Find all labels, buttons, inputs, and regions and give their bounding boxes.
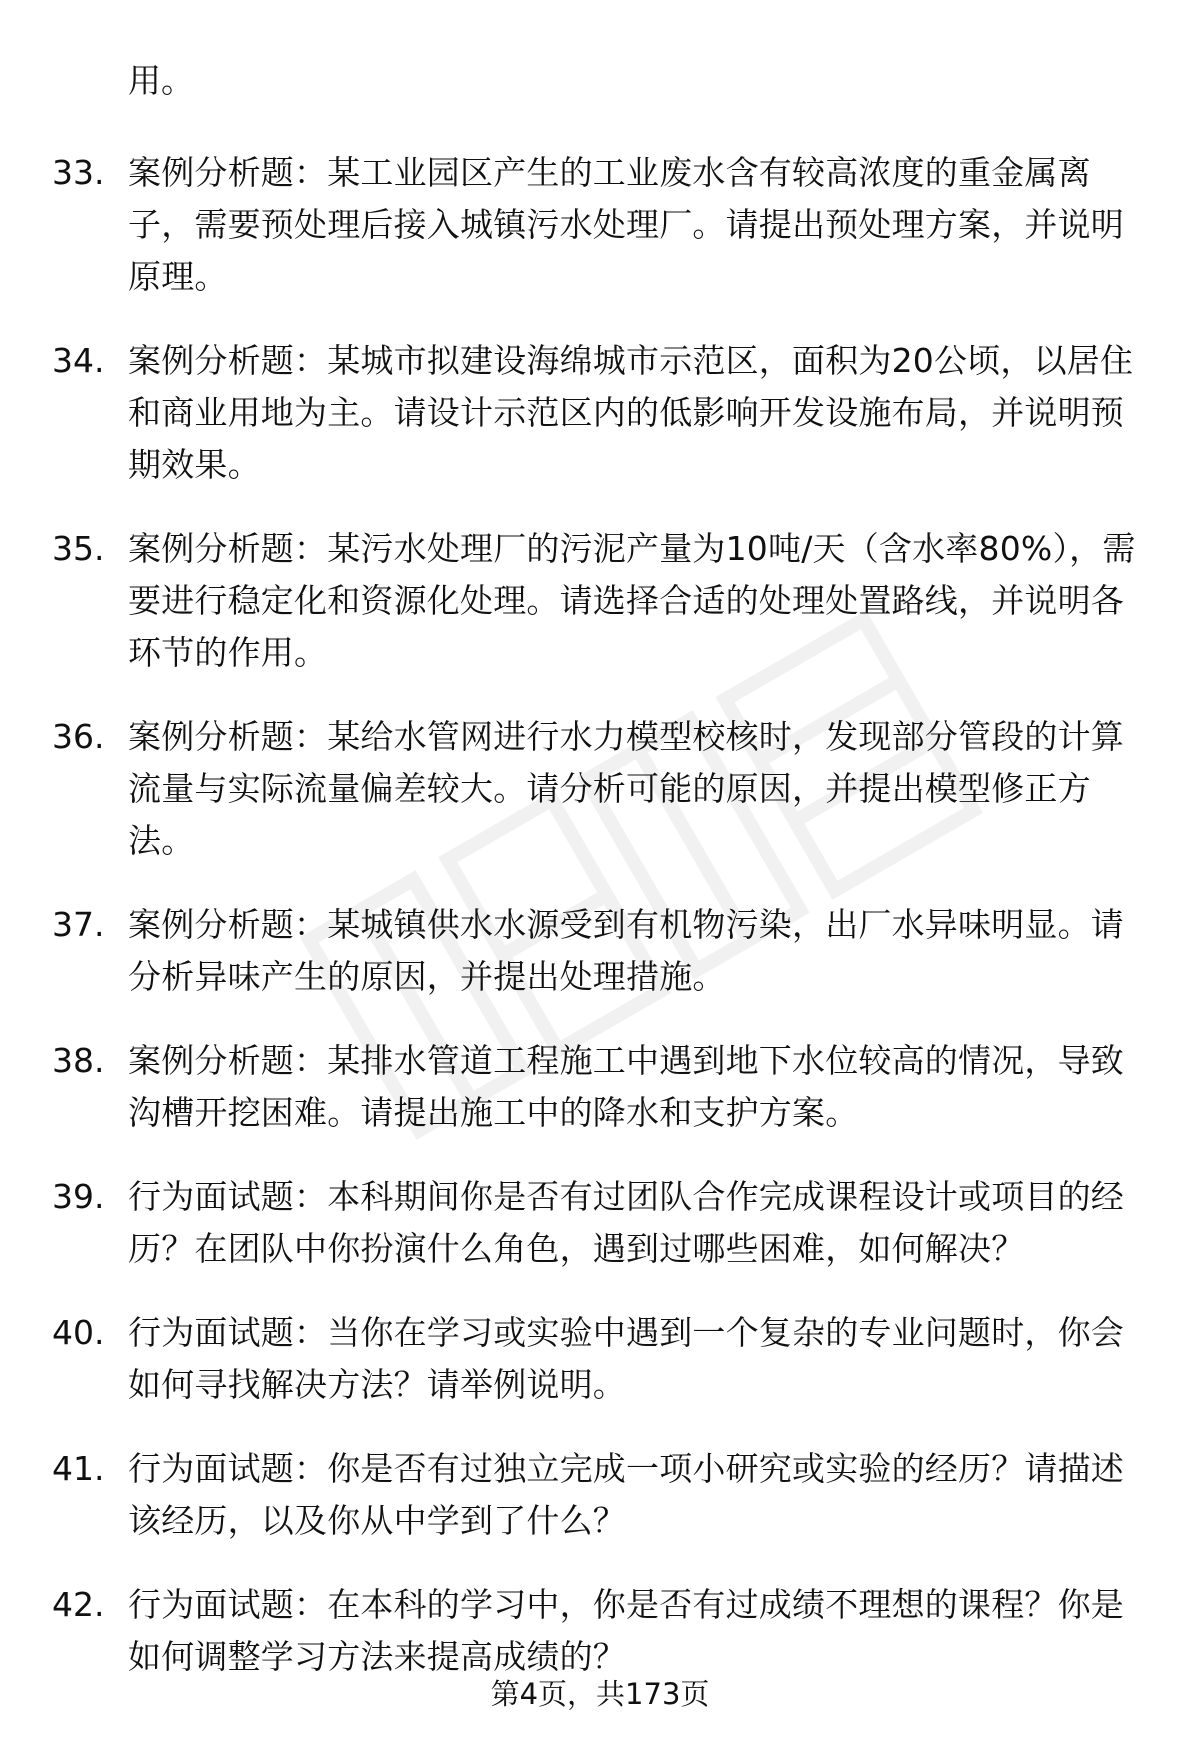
question-item: [0, 711, 1148, 867]
question-text: 案例分析题：某污水处理厂的污泥产量为10吨/天（含水率80%），需要进行稳定化和资源化处理。请选择合适的处理处置路线，并说明各环节的作用。: [128, 529, 1136, 672]
continued-text: 用。: [128, 61, 194, 100]
question-number: 35.: [52, 529, 105, 568]
question-number: 34.: [52, 341, 105, 380]
question-text: 案例分析题：某城市拟建设海绵城市示范区，面积为20公顷，以居住和商业用地为主。请设计示范区内的低影响开发设施布局，并说明预期效果。: [128, 341, 1134, 484]
question-text: 案例分析题：某工业园区产生的工业废水含有较高浓度的重金属离子，需要预处理后接入城镇污水处理厂。请提出预处理方案，并说明原理。: [128, 153, 1124, 296]
question-text: 行为面试题：本科期间你是否有过团队合作完成课程设计或项目的经历？在团队中你扮演什么角色，遇到过哪些困难，如何解决？: [128, 1177, 1124, 1268]
question-number: 40.: [52, 1313, 105, 1352]
question-item: [0, 335, 1148, 491]
question-number: 38.: [52, 1041, 105, 1080]
question-item: [0, 1035, 1148, 1139]
question-number: 36.: [52, 717, 105, 756]
question-item: [0, 1171, 1148, 1275]
question-number: 42.: [52, 1585, 105, 1624]
question-number: 39.: [52, 1177, 105, 1216]
question-item: [0, 1443, 1148, 1547]
page-footer: 第4页，共173页: [490, 1677, 710, 1711]
question-text: 行为面试题：当你在学习或实验中遇到一个复杂的专业问题时，你会如何寻找解决方法？请举例说明。: [128, 1313, 1124, 1404]
question-number: 41.: [52, 1449, 105, 1488]
question-item: [0, 899, 1148, 1003]
question-text: 行为面试题：你是否有过独立完成一项小研究或实验的经历？请描述该经历，以及你从中学到了什么？: [128, 1449, 1124, 1540]
question-item: [0, 1579, 1148, 1683]
question-text: 案例分析题：某城镇供水水源受到有机物污染，出厂水异味明显。请分析异味产生的原因，并提出处理措施。: [128, 905, 1124, 996]
question-text: 案例分析题：某排水管道工程施工中遇到地下水位较高的情况，导致沟槽开挖困难。请提出施工中的降水和支护方案。: [128, 1041, 1124, 1132]
question-item: [0, 147, 1148, 303]
question-number: 33.: [52, 153, 105, 192]
question-list: [0, 147, 1200, 1715]
question-item: [0, 1307, 1148, 1411]
question-item: [0, 523, 1148, 679]
question-number: 37.: [52, 905, 105, 944]
question-text: 行为面试题：在本科的学习中，你是否有过成绩不理想的课程？你是如何调整学习方法来提高成绩的？: [128, 1585, 1124, 1676]
question-text: 案例分析题：某给水管网进行水力模型校核时，发现部分管段的计算流量与实际流量偏差较大。请分析可能的原因，并提出模型修正方法。: [128, 717, 1124, 860]
